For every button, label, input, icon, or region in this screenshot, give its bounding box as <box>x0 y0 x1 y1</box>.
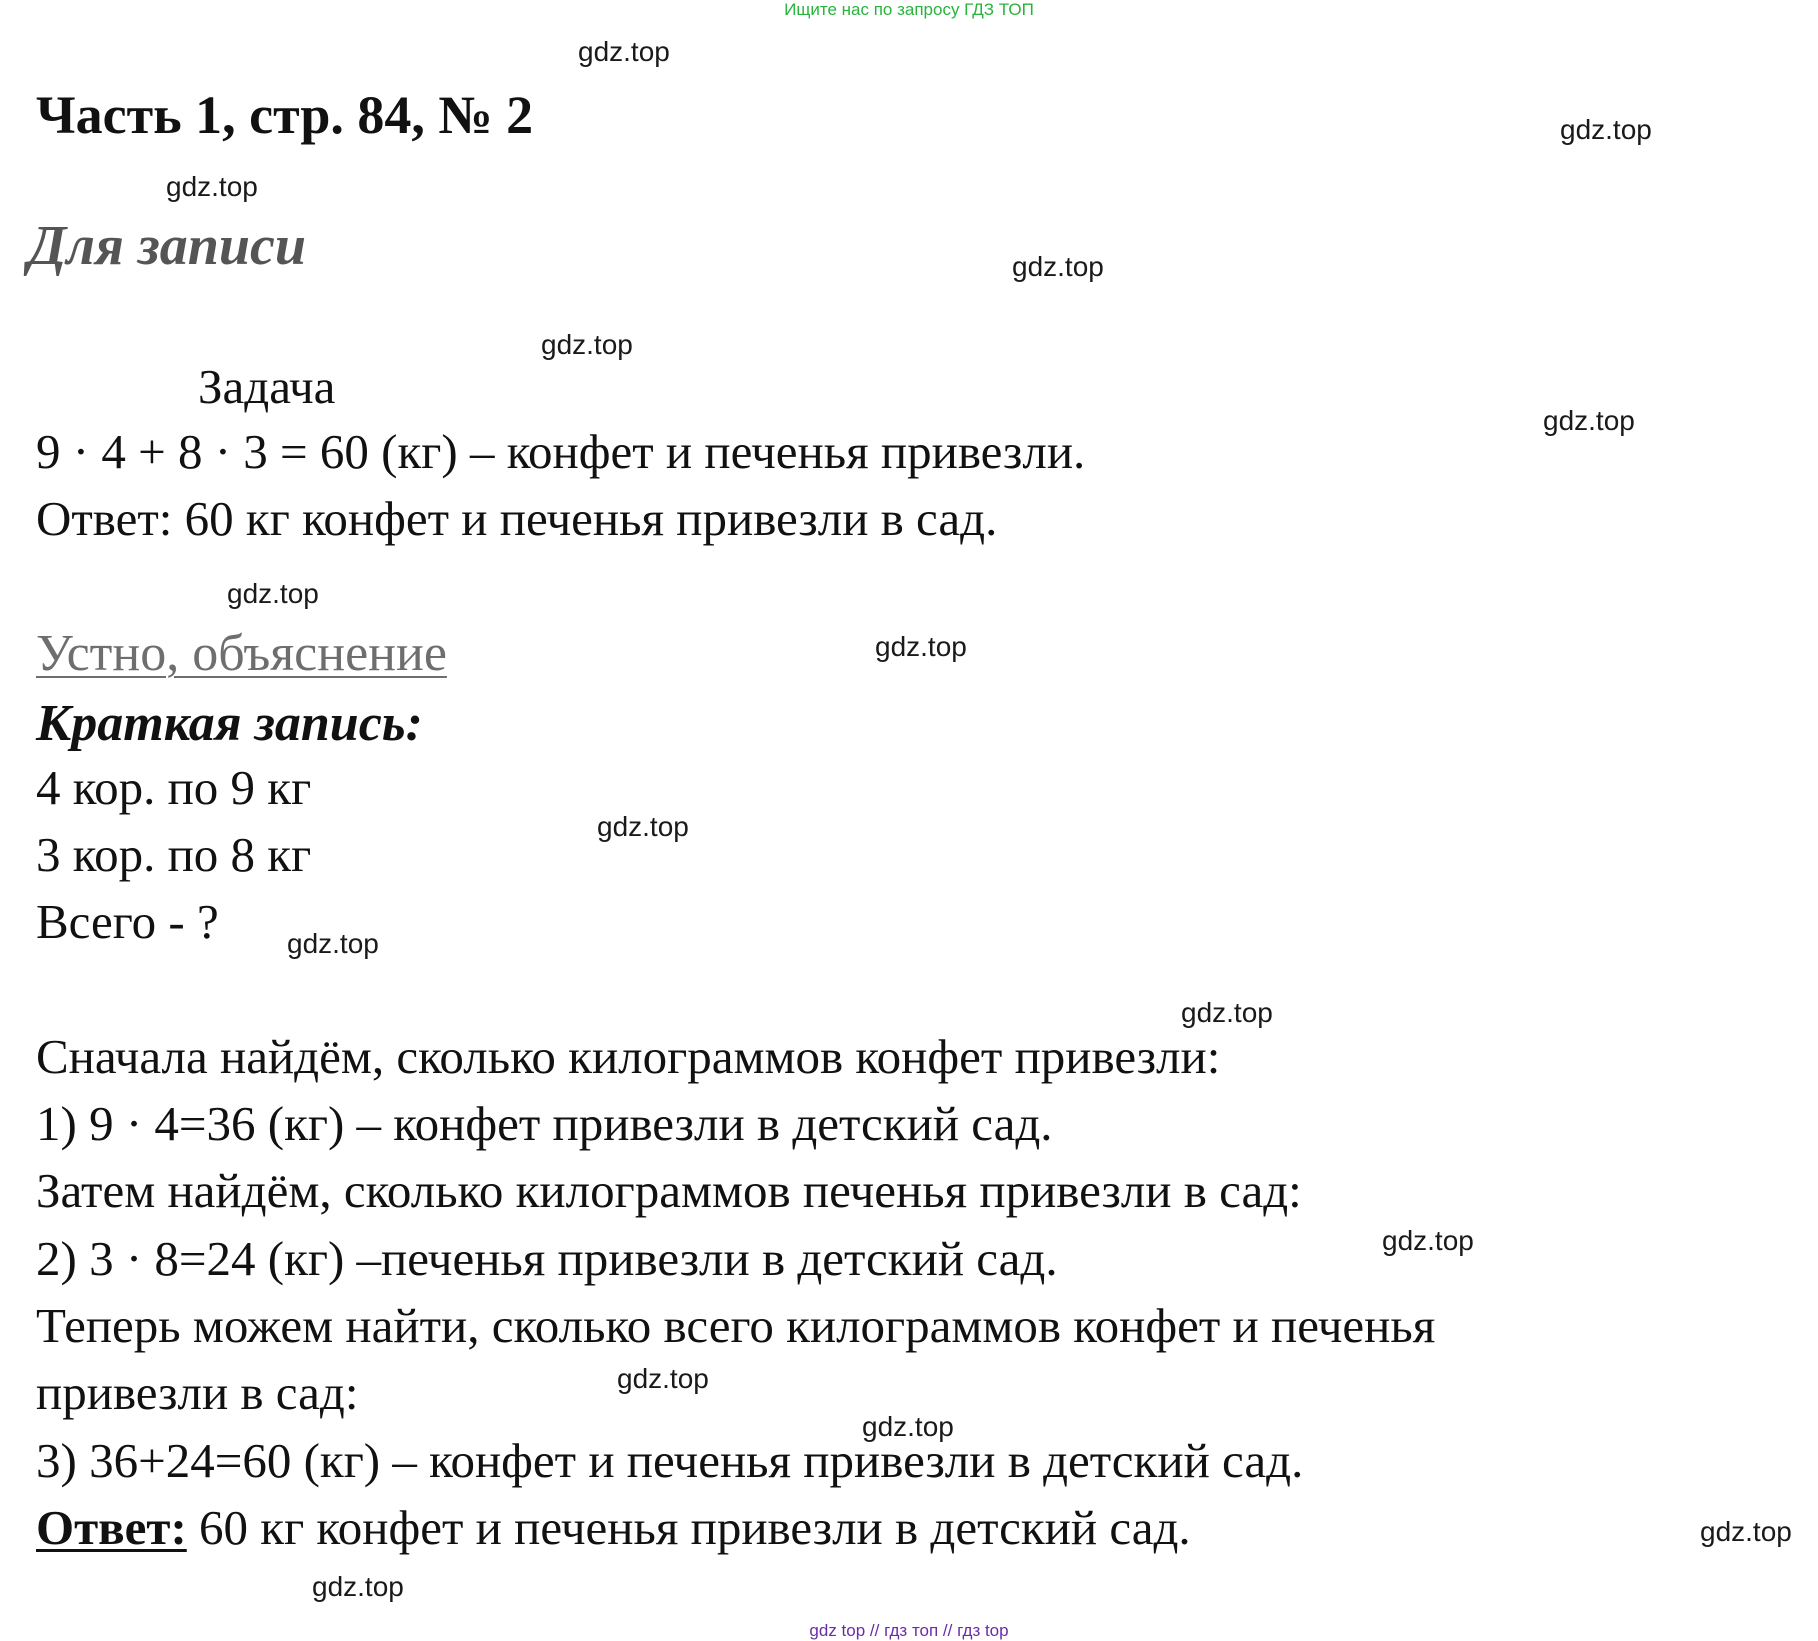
explanation-line: 2) 3 · 8=24 (кг) –печенья привезли в детский сад. <box>36 1231 1058 1286</box>
explanation-line: Теперь можем найти, сколько всего килограммов конфет и печенья <box>36 1298 1436 1353</box>
final-answer-text: 60 кг конфет и печенья привезли в детский сад. <box>186 1500 1191 1555</box>
watermark: gdz.top <box>227 578 319 609</box>
watermark: gdz.top <box>166 171 258 202</box>
explanation-line: 1) 9 · 4=36 (кг) – конфет привезли в детский сад. <box>36 1096 1053 1151</box>
explanation-line: привезли в сад: <box>36 1365 359 1420</box>
watermark: gdz.top <box>1382 1225 1474 1256</box>
explanation-line: 3) 36+24=60 (кг) – конфет и печенья привезли в детский сад. <box>36 1433 1304 1488</box>
watermark: gdz.top <box>862 1411 954 1442</box>
watermark: gdz.top <box>597 811 689 842</box>
brief-line: Всего - ? <box>36 894 219 949</box>
watermark: gdz.top <box>617 1363 709 1394</box>
watermark: gdz.top <box>1700 1516 1792 1547</box>
watermark: gdz.top <box>1181 997 1273 1028</box>
for-record-heading: Для записи <box>28 215 306 277</box>
brief-heading: Краткая запись: <box>36 695 423 752</box>
watermark: gdz.top <box>1543 405 1635 436</box>
watermark: gdz.top <box>1012 251 1104 282</box>
brief-line: 4 кор. по 9 кг <box>36 760 312 815</box>
oral-heading: Устно, объяснение <box>36 625 447 682</box>
final-answer-label: Ответ: <box>36 1500 187 1555</box>
top-banner: Ищите нас по запросу ГДЗ ТОП <box>784 0 1034 19</box>
bottom-banner: gdz top // гдз топ // гдз top <box>809 1621 1009 1640</box>
page-title: Часть 1, стр. 84, № 2 <box>36 85 534 145</box>
watermark: gdz.top <box>578 36 670 67</box>
task-answer: Ответ: 60 кг конфет и печенья привезли в сад. <box>36 491 998 546</box>
explanation-line: Затем найдём, сколько килограммов печенья привезли в сад: <box>36 1163 1302 1218</box>
watermark: gdz.top <box>541 329 633 360</box>
watermark: gdz.top <box>287 928 379 959</box>
watermark: gdz.top <box>1560 114 1652 145</box>
task-expression: 9 · 4 + 8 · 3 = 60 (кг) – конфет и печенья привезли. <box>36 424 1086 479</box>
watermark: gdz.top <box>312 1571 404 1602</box>
task-label: Задача <box>198 359 336 414</box>
brief-line: 3 кор. по 8 кг <box>36 827 312 882</box>
watermark: gdz.top <box>875 631 967 662</box>
final-answer <box>36 1500 1191 1555</box>
explanation-line: Сначала найдём, сколько килограммов конфет привезли: <box>36 1029 1221 1084</box>
